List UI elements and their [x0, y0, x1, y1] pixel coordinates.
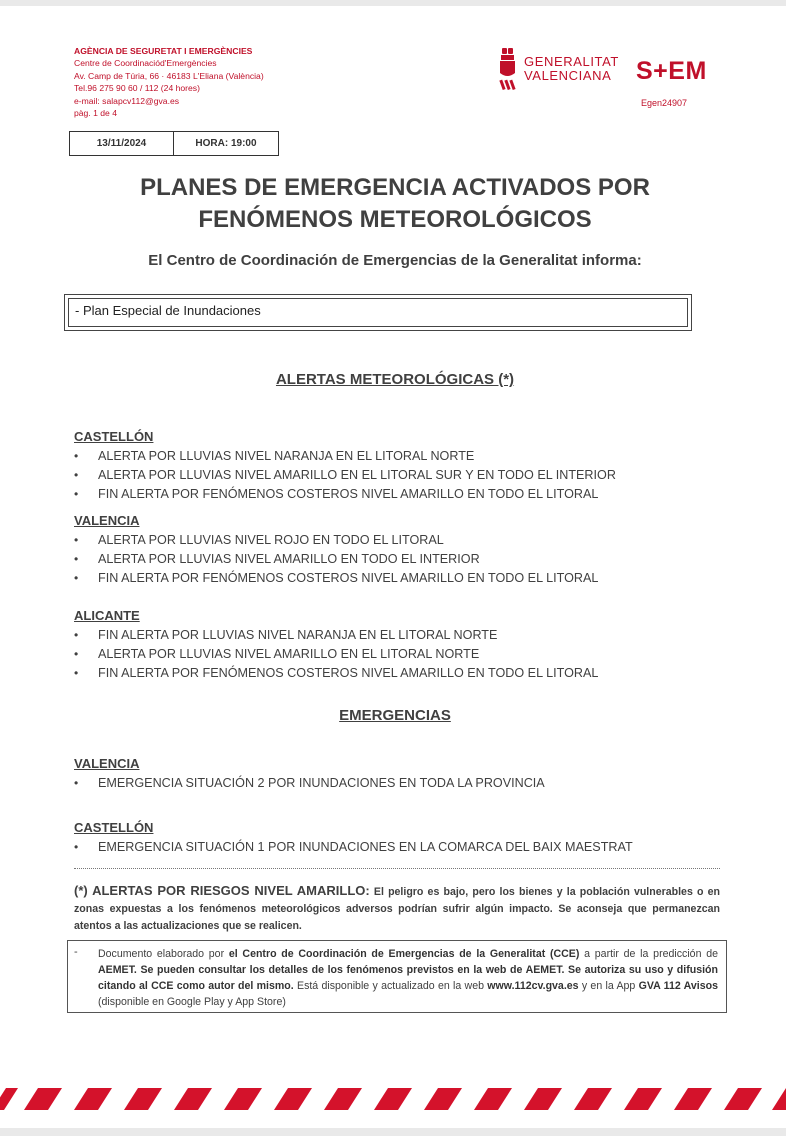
list-item: • EMERGENCIA SITUACIÓN 2 POR INUNDACIONES EN TODA LA PROVINCIA [74, 774, 545, 793]
agency-phone: Tel.96 275 90 60 / 112 (24 hores) [74, 83, 200, 94]
top-strip [0, 0, 786, 6]
disclaimer-dash: - [74, 946, 78, 958]
generalitat-logo-text: GENERALITAT VALENCIANA [524, 54, 619, 83]
document-code: Egen24907 [641, 98, 688, 108]
active-plan-box [64, 294, 692, 331]
note-text: El peligro es bajo, pero los bienes y la población vulnerables o en zonas expuestas a los fenómenos meteorológicos adversos podrían sufrir algún impacto. Se aconseja que permanezcan atentos a las actualizaciones que se realicen. [74, 886, 720, 932]
list-item: • FIN ALERTA POR FENÓMENOS COSTEROS NIVEL AMARILLO EN TODO EL LITORAL [74, 569, 598, 588]
website-link[interactable]: www.112cv.gva.es [487, 980, 579, 992]
province-castellon-emergency: CASTELLÓN [74, 820, 154, 835]
list-item: • ALERTA POR LLUVIAS NIVEL AMARILLO EN TODO EL INTERIOR [74, 550, 598, 569]
valencia-emergency-list [74, 774, 545, 793]
sem-logo: S+EM [636, 57, 707, 85]
province-alicante-alerts: ALICANTE [74, 608, 140, 623]
valencia-alert-list [74, 531, 598, 588]
list-item: • ALERTA POR LLUVIAS NIVEL AMARILLO EN EL LITORAL NORTE [74, 645, 598, 664]
agency-name: AGÈNCIA DE SEGURETAT I EMERGÈNCIES [74, 46, 253, 56]
active-plan: - Plan Especial de Inundaciones [75, 303, 261, 318]
disclaimer-text: Documento elaborado por el Centro de Coordinación de Emergencias de la Generalitat (CCE) a partir de la predicción de AEMET. Se pueden consultar los detalles de los fenómenos previstos en la web de AEMET. Se autoriza su uso y difusión citando al CCE como autor del mismo. Está disponible y actualizado en la web www.112cv.gva.es y en la App GVA 112 Avisos (disponible en Google Play y App Store) [98, 948, 718, 1008]
agency-email: e-mail: salapcv112@gva.es [74, 95, 180, 106]
list-item: • EMERGENCIA SITUACIÓN 1 POR INUNDACIONES EN LA COMARCA DEL BAIX MAESTRAT [74, 838, 633, 857]
castellon-emergency-list [74, 838, 633, 857]
note-lead: (*) ALERTAS POR RIESGOS NIVEL AMARILLO: [74, 883, 370, 898]
list-item: • FIN ALERTA POR LLUVIAS NIVEL NARANJA EN EL LITORAL NORTE [74, 626, 598, 645]
bottom-warning-stripes [0, 1087, 786, 1111]
agency-info [74, 45, 264, 119]
list-item: • FIN ALERTA POR FENÓMENOS COSTEROS NIVEL AMARILLO EN TODO EL LITORAL [74, 664, 598, 683]
agency-address: Av. Camp de Túria, 66 · 46183 L'Eliana (València) [74, 70, 264, 81]
province-valencia-alerts: VALENCIA [74, 513, 140, 528]
alerts-section-title: ALERTAS METEOROLÓGICAS (*) [275, 371, 515, 388]
divider [74, 868, 720, 869]
page-subtitle: El Centro de Coordinación de Emergencias de la Generalitat informa: [148, 252, 642, 269]
bottom-strip [0, 1128, 786, 1136]
province-castellon-alerts: CASTELLÓN [74, 429, 154, 444]
report-time: HORA: 19:00 [195, 138, 257, 149]
yellow-alert-note [74, 882, 720, 935]
list-item: • ALERTA POR LLUVIAS NIVEL ROJO EN TODO EL LITORAL [74, 531, 598, 550]
page-title: PLANES DE EMERGENCIA ACTIVADOS POR FENÓMENOS METEOROLÓGICOS [140, 174, 650, 233]
province-valencia-emergency: VALENCIA [74, 756, 140, 771]
list-item: • ALERTA POR LLUVIAS NIVEL AMARILLO EN EL LITORAL SUR Y EN TODO EL INTERIOR [74, 466, 616, 485]
agency-center: Centre de Coordinaciód'Emergències [74, 58, 217, 69]
list-item: • ALERTA POR LLUVIAS NIVEL NARANJA EN EL LITORAL NORTE [74, 447, 616, 466]
date-time-box [69, 131, 279, 156]
alicante-alert-list [74, 626, 598, 683]
list-item: • FIN ALERTA POR FENÓMENOS COSTEROS NIVEL AMARILLO EN TODO EL LITORAL [74, 485, 616, 504]
page-number: pàg. 1 de 4 [74, 108, 118, 119]
source-disclaimer-box [67, 940, 727, 1013]
castellon-alert-list [74, 447, 616, 504]
report-date: 13/11/2024 [70, 132, 174, 155]
emergencies-section-title: EMERGENCIAS [339, 707, 451, 724]
